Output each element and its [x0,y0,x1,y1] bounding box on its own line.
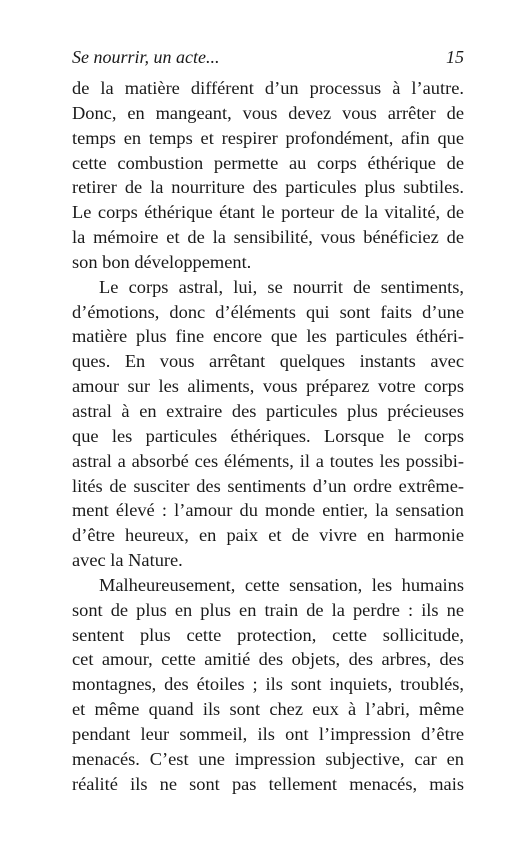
text-line: sont de plus en plus en train de la perdre : ils ne [72,599,464,620]
text-line: d’émotions, donc d’éléments qui sont faits d’une [72,301,464,322]
text-line: menacés. C’est une impression subjective, car en [72,748,464,769]
running-title: Se nourrir, un acte... [72,47,220,67]
text-line: lités de susciter des sentiments d’un ordre extrême- [72,475,464,496]
text-line: son bon développement. [72,251,252,272]
text-line: cet amour, cette amitié des objets, des arbres, des [72,649,464,670]
text-line: réalité ils ne sont pas tellement menacés, mais [72,773,464,794]
text-line: la mémoire et de la sensibilité, vous bénéficiez de [72,227,464,248]
text-line: amour sur les aliments, vous préparez votre corps [72,376,464,397]
text-line: Donc, en mangeant, vous devez vous arrêter de [72,102,464,123]
body-text [72,76,464,796]
text-line: pendant leur sommeil, ils ont l’impression d’être [72,723,464,744]
text-line: montagnes, des étoiles ; ils sont inquiets, troublés, [72,674,464,695]
page-number: 15 [446,47,464,67]
text-line: et même quand ils sont chez eux à l’abri, même [72,699,464,720]
text-line: ques. En vous arrêtant quelques instants avec [72,351,464,372]
text-line: de la matière différent d’un processus à l’autre. [72,78,464,98]
text-line: avec la Nature. [72,550,183,571]
paragraph-3 [72,573,464,797]
text-line: sentent plus cette protection, cette sollicitude, [72,624,464,645]
text-line: ment élevé : l’amour du monde entier, la sensation [72,500,464,521]
text-line: temps en temps et respirer profondément, afin que [72,127,464,148]
running-header [72,46,464,76]
text-line: cette combustion permette au corps éthérique de [72,152,464,173]
paragraph-2 [72,275,464,573]
book-page [72,46,464,796]
text-line: astral à en extraire des particules plus précieuses [72,400,464,421]
text-line: matière plus fine encore que les particules éthéri- [72,326,464,347]
text-line: que les particules éthériques. Lorsque le corps [72,425,464,446]
text-line: Le corps éthérique étant le porteur de la vitalité, de [72,202,464,223]
text-line: retirer de la nourriture des particules plus subtiles. [72,177,464,198]
text-line: Le corps astral, lui, se nourrit de sentiments, [99,276,464,297]
text-line: d’être heureux, en paix et de vivre en harmonie [72,525,464,546]
text-line: Malheureusement, cette sensation, les humains [99,574,464,595]
paragraph-1 [72,76,464,275]
text-line: astral a absorbé ces éléments, il a toutes les possibi- [72,450,464,471]
